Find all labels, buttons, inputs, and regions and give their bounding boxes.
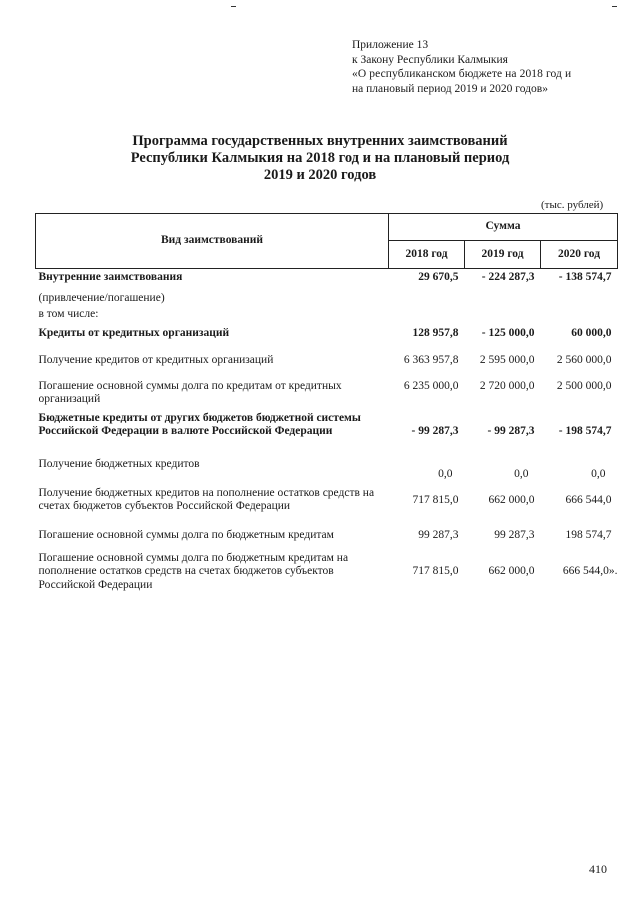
value-2020: 0,0 — [591, 467, 606, 480]
row-name: Кредиты от кредитных организаций — [38, 326, 230, 339]
row-name: Получение бюджетных кредитов на пополнение остатков средств на счетах бюджетов субъектов Российской Федерации — [38, 486, 375, 512]
table-row — [36, 527, 618, 550]
table-row — [36, 456, 618, 485]
title-line: Программа государственных внутренних заимствований — [132, 133, 508, 149]
units-label: (тыс. рублей) — [541, 199, 604, 211]
borrowing-table — [35, 213, 618, 596]
value-2019: 662 000,0 — [488, 493, 535, 506]
row-name: (привлечение/погашение) — [38, 291, 165, 304]
value-2018: 6 363 957,8 — [403, 353, 459, 366]
value-2020: 2 500 000,0 — [556, 379, 612, 392]
appendix-line: на плановый период 2019 и 2020 годов» — [352, 82, 548, 95]
row-name: Получение кредитов от кредитных организаций — [38, 353, 274, 366]
value-2018: 29 670,5 — [418, 271, 459, 283]
row-name: Бюджетные кредиты от других бюджетов бюджетной системы Российской Федерации в валюте Российской Федерации — [38, 411, 361, 437]
table-row — [36, 325, 618, 352]
row-name: в том числе: — [38, 307, 99, 320]
table-row — [36, 378, 618, 410]
appendix-line: «О республиканском бюджете на 2018 год и — [352, 68, 572, 80]
table-row — [36, 306, 618, 325]
header-year-2019: 2019 год — [465, 241, 541, 269]
value-2020: - 198 574,7 — [558, 424, 612, 437]
value-2020: 198 574,7 — [565, 528, 612, 541]
top-mark — [612, 6, 617, 7]
value-2020: - 138 574,7 — [558, 271, 612, 283]
value-2018: 99 287,3 — [418, 528, 459, 541]
table-row — [36, 410, 618, 456]
table-row — [36, 352, 618, 378]
table-row — [36, 290, 618, 306]
value-2019: 2 595 000,0 — [479, 353, 535, 366]
value-2020: 2 560 000,0 — [556, 353, 612, 366]
row-name: Погашение основной суммы долга по кредитам от кредитных организаций — [38, 379, 342, 405]
row-name: Погашение основной суммы долга по бюджетным кредитам — [38, 528, 334, 541]
row-name: Погашение основной суммы долга по бюджетным кредитам на пополнение остатков средств на счетах бюджетов субъектов Российской Федерации — [38, 551, 349, 591]
value-2020: 60 000,0 — [571, 326, 612, 339]
page-number: 410 — [589, 862, 607, 876]
value-2018: 6 235 000,0 — [403, 379, 459, 392]
header-sum: Сумма — [389, 214, 618, 241]
title-line: Республики Калмыкия на 2018 год и на плановый период — [130, 150, 510, 166]
header-year-2018: 2018 год — [389, 241, 465, 269]
top-mark — [231, 6, 236, 7]
value-2019: 662 000,0 — [488, 564, 535, 577]
value-2019: - 224 287,3 — [481, 271, 535, 283]
document-title — [60, 133, 580, 184]
value-2018: 717 815,0 — [412, 564, 459, 577]
table-row — [36, 269, 618, 290]
appendix-line: к Закону Республики Калмыкия — [352, 53, 508, 66]
table-row — [36, 485, 618, 527]
row-name: Внутренние заимствования — [38, 271, 183, 283]
value-2020: 666 544,0». — [562, 564, 618, 577]
header-year-2020: 2020 год — [541, 241, 618, 269]
value-2019: 0,0 — [514, 467, 529, 480]
row-name: Получение бюджетных кредитов — [38, 457, 200, 470]
value-2018: 717 815,0 — [412, 493, 459, 506]
appendix-line: Приложение 13 — [352, 39, 429, 51]
value-2019: 2 720 000,0 — [479, 379, 535, 392]
title-line: 2019 и 2020 годов — [263, 167, 377, 183]
value-2019: - 125 000,0 — [481, 326, 535, 339]
header-kind: Вид заимствований — [36, 214, 389, 269]
table-row — [36, 550, 618, 596]
value-2018: - 99 287,3 — [411, 424, 459, 437]
value-2018: 128 957,8 — [412, 326, 459, 339]
value-2019: 99 287,3 — [494, 528, 535, 541]
appendix-reference — [352, 38, 622, 96]
value-2020: 666 544,0 — [565, 493, 612, 506]
value-2018: 0,0 — [438, 467, 453, 480]
value-2019: - 99 287,3 — [487, 424, 535, 437]
